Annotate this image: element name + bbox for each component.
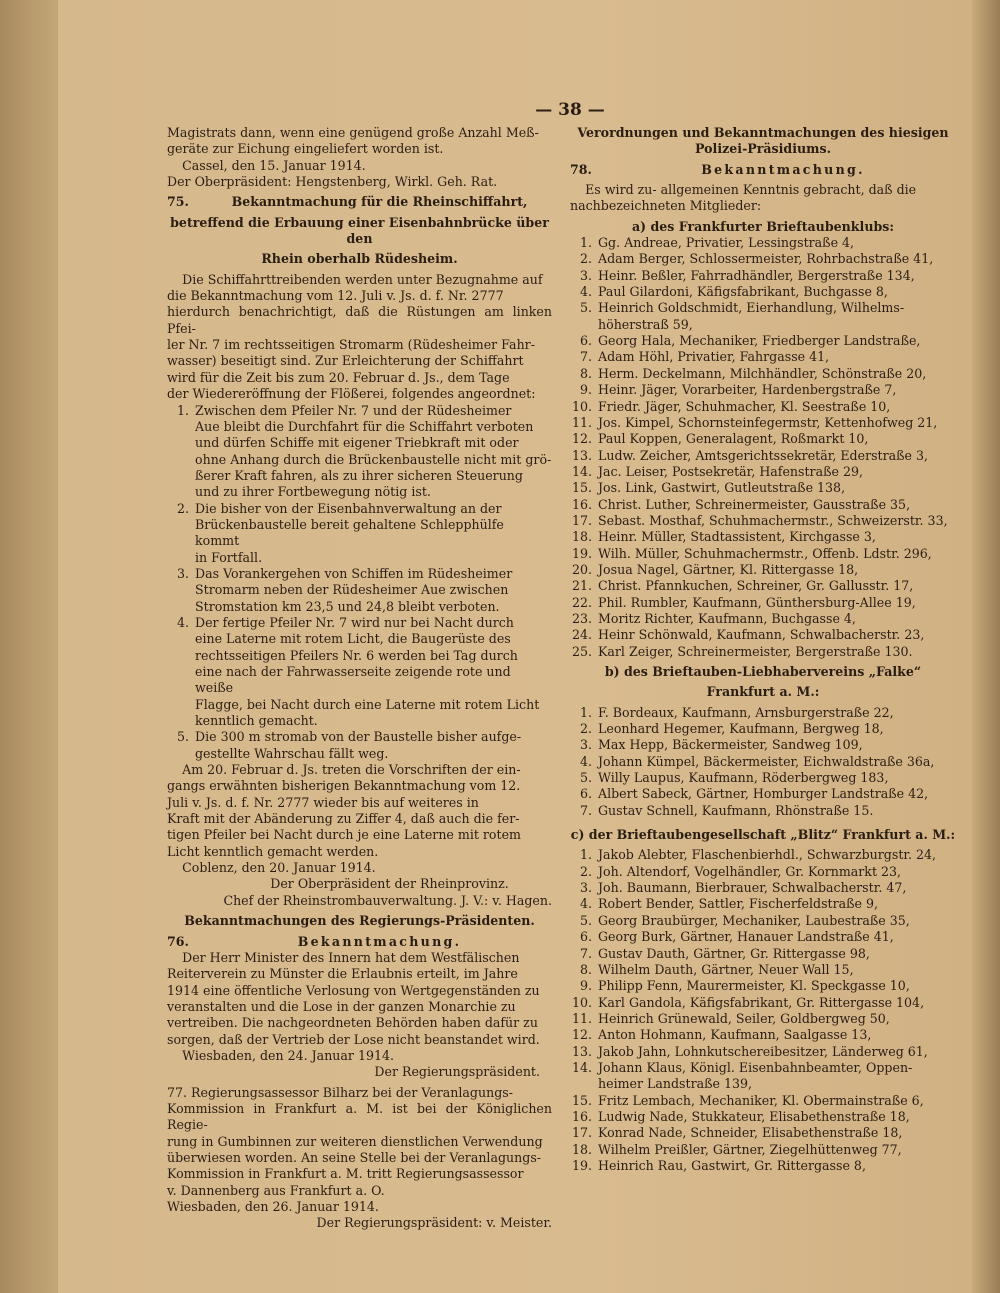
text-line: Der Herr Minister des Innern hat dem Westfälischen	[182, 949, 520, 965]
member-entry: Joh. Baumann, Bierbrauer, Schwalbacherstr. 47,	[598, 880, 907, 896]
list-item	[570, 1011, 956, 1027]
section-76-body	[167, 950, 552, 1048]
list-item	[570, 300, 956, 316]
member-entry: Herm. Deckelmann, Milchhändler, Schönstraße 20,	[598, 365, 927, 381]
page-left-edge	[0, 0, 58, 1293]
numbered-item	[167, 729, 552, 762]
text-line: die Bekanntmachung vom 12. Juli v. Js. d. f. Nr. 2777	[167, 288, 504, 304]
item-number: 5.	[579, 912, 592, 928]
text-line: Der fertige Pfeiler Nr. 7 wird nur bei Nacht durch	[195, 614, 514, 630]
text-line: in Fortfall.	[195, 549, 263, 565]
text-line: tigen Pfeiler bei Nacht durch je eine Laterne mit rotem	[167, 827, 521, 843]
member-entry: Philipp Fenn, Maurermeister, Kl. Speckgasse 10,	[598, 978, 910, 994]
item-number: 5.	[176, 729, 189, 745]
item-number: 9.	[579, 382, 592, 398]
list-item	[570, 1109, 956, 1125]
list-item	[570, 1142, 956, 1158]
section-title: Bekanntmachung für die Rheinschiffahrt,	[231, 194, 528, 210]
item-number: 2.	[579, 721, 592, 737]
signature: Chef der Rheinstrombauverwaltung. J. V.: v. Hagen.	[223, 892, 552, 908]
signature: Der Oberpräsident: Hengstenberg, Wirkl. Geh. Rat.	[167, 174, 498, 190]
section-76-heading	[167, 934, 552, 950]
member-entry: Willy Laupus, Kaufmann, Röderbergweg 183,	[598, 770, 889, 786]
section-75-heading	[167, 194, 552, 210]
member-entry-continuation: höherstraß 59,	[598, 316, 693, 332]
item-number: 2.	[579, 251, 592, 267]
member-entry: Ludwig Nade, Stukkateur, Elisabethenstraße 18,	[598, 1108, 910, 1124]
text-line: veranstalten und die Lose in der ganzen Monarchie zu	[167, 998, 516, 1014]
member-entry: Konrad Nade, Schneider, Elisabethenstraße 18,	[598, 1125, 903, 1141]
item-number: 8.	[579, 961, 592, 977]
page-right-edge	[972, 0, 1000, 1293]
text-line: Aue bleibt die Durchfahrt für die Schiffahrt verboten	[195, 418, 534, 434]
text-line: Magistrats dann, wenn eine genügend große Anzahl Meß-	[167, 125, 539, 140]
member-entry: Wilhelm Preißler, Gärtner, Ziegelhüttenweg 77,	[598, 1141, 902, 1157]
place-date: Coblenz, den 20. Januar 1914.	[182, 860, 376, 876]
member-entry: Christ. Luther, Schreinermeister, Gausstraße 35,	[598, 496, 911, 512]
list-item	[570, 513, 956, 529]
member-entry: Max Hepp, Bäckermeister, Sandweg 109,	[598, 737, 863, 753]
list-item	[570, 1125, 956, 1141]
text-line: Stromarm neben der Rüdesheimer Aue zwischen	[195, 582, 509, 598]
item-number: 11.	[571, 414, 592, 430]
item-number: 23.	[571, 610, 592, 626]
text-line: überwiesen worden. An seine Stelle bei der Veranlagungs-	[167, 1149, 542, 1165]
text-line: ler Nr. 7 im rechtsseitigen Stromarm (Rüdesheimer Fahr-	[167, 337, 535, 353]
section-title: Bekanntmachung.	[701, 161, 865, 177]
item-number: 9.	[579, 978, 592, 994]
member-entry: Heinr Schönwald, Kaufmann, Schwalbacherstr. 23,	[598, 627, 925, 643]
member-entry: Heinr. Jäger, Vorarbeiter, Hardenbergstraße 7,	[598, 382, 897, 398]
item-number: 13.	[571, 447, 592, 463]
list-item	[570, 770, 956, 786]
item-number: 4.	[176, 614, 189, 630]
numbered-item	[167, 403, 552, 501]
member-entry-continuation: heimer Landstraße 139,	[598, 1076, 753, 1092]
item-number: 7.	[579, 802, 592, 818]
list-item	[570, 595, 956, 611]
signature: Der Oberpräsident der Rheinprovinz.	[270, 876, 509, 892]
member-entry: Leonhard Hegemer, Kaufmann, Bergweg 18,	[598, 721, 884, 737]
member-entry: Paul Gilardoni, Käfigsfabrikant, Buchgasse 8,	[598, 284, 888, 300]
item-number: 10.	[571, 398, 592, 414]
text-line: und dürfen Schiffe mit eigener Triebkraft mit oder	[195, 435, 519, 451]
item-number: 10.	[571, 994, 592, 1010]
list-item	[570, 578, 956, 594]
list-item	[570, 737, 956, 753]
list-item	[570, 754, 956, 770]
item-number: 17.	[571, 1125, 592, 1141]
text-line: geräte zur Eichung eingeliefert worden ist.	[167, 141, 444, 157]
member-entry: Albert Sabeck, Gärtner, Homburger Landstraße 42,	[598, 786, 929, 802]
list-item-continuation	[570, 317, 956, 333]
list-item	[570, 1044, 956, 1060]
member-entry: Josua Nagel, Gärtner, Kl. Rittergasse 18,	[598, 561, 859, 577]
text-line: Reiterverein zu Münster die Erlaubnis erteilt, im Jahre	[167, 966, 518, 982]
member-entry: Wilh. Müller, Schuhmachermstr., Offenb. Ldstr. 296,	[598, 545, 932, 561]
section-77-body	[167, 1085, 552, 1199]
item-number: 21.	[571, 578, 592, 594]
section-number: 75.	[167, 194, 189, 210]
place-date: Wiesbaden, den 26. Januar 1914.	[167, 1199, 379, 1214]
item-number: 4.	[579, 284, 592, 300]
item-number: 7.	[579, 945, 592, 961]
list-item	[570, 803, 956, 819]
list-item	[570, 880, 956, 896]
text-line: Die 300 m stromab von der Baustelle bisher aufge-	[195, 729, 522, 745]
member-entry: Adam Höhl, Privatier, Fahrgasse 41,	[598, 349, 830, 365]
list-item-continuation	[570, 1076, 956, 1092]
item-number: 20.	[571, 561, 592, 577]
text-line: eine Laterne mit rotem Licht, die Baugerüste des	[195, 631, 511, 647]
section-number: 78.	[570, 161, 592, 177]
item-number: 17.	[571, 512, 592, 528]
list-item	[570, 644, 956, 660]
item-number: 16.	[571, 1108, 592, 1124]
member-entry: Christ. Pfannkuchen, Schreiner, Gr. Gallusstr. 17,	[598, 578, 914, 594]
list-item	[570, 399, 956, 415]
item-number: 11.	[571, 1010, 592, 1026]
list-item	[570, 929, 956, 945]
list-item	[570, 995, 956, 1011]
item-number: 15.	[571, 1092, 592, 1108]
list-item	[570, 611, 956, 627]
item-number: 3.	[579, 880, 592, 896]
numbered-item	[167, 615, 552, 729]
member-entry: Heinr. Beßler, Fahrradhändler, Bergerstraße 134,	[598, 267, 915, 283]
text-line: 77. Regierungsassessor Bilharz bei der Veranlagungs-	[167, 1084, 513, 1100]
text-line: hierdurch benachrichtigt, daß die Rüstungen am linken Pfei-	[167, 304, 552, 336]
place-date: Wiesbaden, den 24. Januar 1914.	[182, 1047, 395, 1063]
section-title: Rhein oberhalb Rüdesheim.	[261, 251, 458, 267]
list-item	[570, 1027, 956, 1043]
item-number: 12.	[571, 431, 592, 447]
item-number: 1.	[579, 704, 592, 720]
text-line: Die bisher von der Eisenbahnverwaltung an der	[195, 500, 502, 516]
text-line: kenntlich gemacht.	[195, 713, 318, 729]
list-item	[570, 382, 956, 398]
item-number: 3.	[579, 267, 592, 283]
list-item	[570, 268, 956, 284]
text-line: wasser) beseitigt sind. Zur Erleichterung der Schiffahrt	[167, 353, 524, 369]
list-item	[570, 847, 956, 863]
text-line: Zwischen dem Pfeiler Nr. 7 und der Rüdesheimer	[195, 402, 512, 418]
member-list-a	[570, 235, 956, 660]
text-line: und zu ihrer Fortbewegung nötig ist.	[195, 484, 431, 500]
item-number: 15.	[571, 480, 592, 496]
text-line: eine nach der Fahrwasserseite zeigende rote und weiße	[195, 664, 511, 696]
member-list-c	[570, 847, 956, 1174]
member-entry: Wilhelm Dauth, Gärtner, Neuer Wall 15,	[598, 961, 854, 977]
member-entry: Heinrich Goldschmidt, Eierhandlung, Wilhelms-	[598, 300, 905, 316]
item-number: 6.	[579, 786, 592, 802]
list-heading-b: Frankfurt a. M.:	[706, 684, 820, 700]
list-item	[570, 284, 956, 300]
member-entry: Gg. Andreae, Privatier, Lessingstraße 4,	[598, 235, 855, 251]
list-item	[570, 1060, 956, 1076]
list-item	[570, 529, 956, 545]
item-number: 2.	[579, 863, 592, 879]
member-entry: F. Bordeaux, Kaufmann, Arnsburgerstraße 22,	[598, 704, 894, 720]
member-entry: Robert Bender, Sattler, Fischerfeldstraße 9,	[598, 896, 879, 912]
list-item	[570, 415, 956, 431]
text-line: Kommission in Frankfurt a. M. ist bei der Königlichen Regie-	[167, 1100, 552, 1133]
text-line: ßerer Kraft fahren, als zu ihrer sicheren Steuerung	[195, 467, 523, 483]
page-number: — 38 —	[535, 100, 605, 120]
list-item	[570, 1158, 956, 1174]
item-number: 1.	[579, 235, 592, 251]
member-entry: Georg Braubürger, Mechaniker, Laubestraße 35,	[598, 912, 910, 928]
member-entry: Jos. Link, Gastwirt, Gutleutstraße 138,	[598, 480, 846, 496]
text-line: Flagge, bei Nacht durch eine Laterne mit rotem Licht	[195, 696, 540, 712]
member-entry: Fritz Lembach, Mechaniker, Kl. Obermainstraße 6,	[598, 1092, 924, 1108]
item-number: 22.	[571, 594, 592, 610]
member-entry: Phil. Rumbler, Kaufmann, Günthersburg-Allee 19,	[598, 594, 916, 610]
text-line: Es wird zu- allgemeinen Kenntnis gebracht, daß die	[585, 182, 917, 198]
item-number: 5.	[579, 770, 592, 786]
member-entry: Johann Kümpel, Bäckermeister, Eichwaldstraße 36a,	[598, 753, 935, 769]
member-entry: Jac. Leiser, Postsekretär, Hafenstraße 29,	[598, 463, 863, 479]
member-entry: Ludw. Zeicher, Amtsgerichtssekretär, Ederstraße 3,	[598, 447, 929, 463]
text-line: rung in Gumbinnen zur weiteren dienstlichen Verwendung	[167, 1133, 543, 1149]
item-number: 13.	[571, 1043, 592, 1059]
text-line: ohne Anhang durch die Brückenbaustelle nicht mit grö-	[195, 451, 552, 467]
text-line: Die Schiffahrttreibenden werden unter Bezugnahme auf	[182, 271, 543, 287]
item-number: 6.	[579, 929, 592, 945]
list-item	[570, 786, 956, 802]
list-item	[570, 480, 956, 496]
member-list-b	[570, 705, 956, 819]
list-item	[570, 864, 956, 880]
text-line: Am 20. Februar d. Js. treten die Vorschriften der ein-	[182, 762, 521, 778]
member-entry: Heinr. Müller, Stadtassistent, Kirchgasse 3,	[598, 529, 876, 545]
numbered-item	[167, 501, 552, 566]
list-item	[570, 497, 956, 513]
item-number: 3.	[579, 737, 592, 753]
list-item	[570, 546, 956, 562]
item-number: 7.	[579, 349, 592, 365]
list-item	[570, 627, 956, 643]
list-item	[570, 464, 956, 480]
list-item	[570, 946, 956, 962]
list-item	[570, 333, 956, 349]
signature: Der Regierungspräsident: v. Meister.	[316, 1215, 552, 1231]
list-heading-b: b) des Brieftauben-Liebhabervereins „Falke“	[604, 664, 922, 679]
item-number: 5.	[579, 300, 592, 316]
section-heading: Verordnungen und Bekanntmachungen des hiesigen	[577, 125, 949, 140]
item-number: 18.	[571, 1141, 592, 1157]
item-number: 24.	[571, 627, 592, 643]
text-line: Kraft mit der Abänderung zu Ziffer 4, daß auch die fer-	[167, 811, 520, 827]
member-entry: Jakob Jahn, Lohnkutschereibesitzer, Länderweg 61,	[598, 1043, 928, 1059]
text-line: Stromstation km 23,5 und 24,8 bleibt verboten.	[195, 598, 500, 614]
list-item	[570, 962, 956, 978]
member-entry: Gustav Schnell, Kaufmann, Rhönstraße 15.	[598, 802, 874, 818]
text-line: rechtsseitigen Pfeilers Nr. 6 werden bei Tag durch	[195, 647, 518, 663]
item-number: 18.	[571, 529, 592, 545]
member-entry: Karl Gandola, Käfigsfabrikant, Gr. Rittergasse 104,	[598, 994, 925, 1010]
signature: Der Regierungspräsident.	[374, 1064, 540, 1080]
section-75-after	[167, 762, 552, 860]
list-item	[570, 349, 956, 365]
list-heading-a: a) des Frankfurter Brieftaubenklubs:	[631, 218, 895, 234]
text-line: gangs erwähnten bisherigen Bekanntmachung vom 12.	[167, 778, 521, 794]
list-item	[570, 1093, 956, 1109]
list-item	[570, 978, 956, 994]
text-line: v. Dannenberg aus Frankfurt a. O.	[167, 1182, 385, 1198]
item-number: 12.	[571, 1027, 592, 1043]
section-title: Bekanntmachung.	[297, 933, 462, 949]
member-entry: Joh. Altendorf, Vogelhändler, Gr. Kornmarkt 23,	[598, 863, 902, 879]
member-entry: Adam Berger, Schlossermeister, Rohrbachstraße 41,	[598, 251, 934, 267]
text-line: Licht kenntlich gemacht werden.	[167, 843, 379, 859]
right-column	[570, 125, 956, 1174]
list-item	[570, 896, 956, 912]
item-number: 4.	[579, 753, 592, 769]
text-line: Juli v. Js. d. f. Nr. 2777 wieder bis auf weiteres in	[167, 794, 479, 810]
section-title: betreffend die Erbauung einer Eisenbahnbrücke über den	[170, 214, 549, 247]
left-column	[167, 125, 552, 1232]
section-78-heading	[570, 162, 956, 178]
numbered-item	[167, 566, 552, 615]
list-item	[570, 251, 956, 267]
member-entry: Gustav Dauth, Gärtner, Gr. Rittergasse 98,	[598, 945, 870, 961]
member-entry: Paul Koppen, Generalagent, Roßmarkt 10,	[598, 431, 869, 447]
member-entry: Anton Hohmann, Kaufmann, Saalgasse 13,	[598, 1027, 872, 1043]
text-line: Brückenbaustelle bereit gehaltene Schlepphülfe kommt	[195, 516, 504, 549]
item-number: 19.	[571, 545, 592, 561]
item-number: 16.	[571, 496, 592, 512]
text-line: sorgen, daß der Vertrieb der Lose nicht beanstandet wird.	[167, 1031, 540, 1047]
text-line: 1914 eine öffentliche Verlosung von Wertgegenständen zu	[167, 982, 540, 998]
text-line: wird für die Zeit bis zum 20. Februar d. Js., dem Tage	[167, 369, 510, 385]
member-entry: Johann Klaus, Königl. Eisenbahnbeamter, Oppen-	[598, 1059, 913, 1075]
text-line: Das Vorankergehen von Schiffen im Rüdesheimer	[195, 565, 513, 581]
item-number: 6.	[579, 333, 592, 349]
member-entry: Georg Hala, Mechaniker, Friedberger Landstraße,	[598, 333, 921, 349]
item-number: 3.	[176, 565, 189, 581]
member-entry: Sebast. Mosthaf, Schuhmachermstr., Schweizerstr. 33,	[598, 512, 948, 528]
member-entry: Jos. Kimpel, Schornsteinfegermstr, Kettenhofweg 21,	[598, 414, 938, 430]
text-line: der Wiedereröffnung der Flößerei, folgendes angeordnet:	[167, 386, 536, 402]
text-line: gestellte Wahrschau fällt weg.	[195, 745, 389, 761]
member-entry: Karl Zeiger, Schreinermeister, Bergerstraße 130.	[598, 643, 913, 659]
member-entry: Heinrich Grünewald, Seiler, Goldbergweg 50,	[598, 1010, 890, 1026]
member-entry: Friedr. Jäger, Schuhmacher, Kl. Seestraße 10,	[598, 398, 891, 414]
text-line: Kommission in Frankfurt a. M. tritt Regierungsassessor	[167, 1166, 524, 1182]
list-heading-c: c) der Brieftaubengesellschaft „Blitz“ Frankfurt a. M.:	[570, 827, 956, 843]
item-number: 8.	[579, 365, 592, 381]
section-heading: Polizei-Präsidiums.	[695, 141, 831, 157]
item-number: 25.	[571, 643, 592, 659]
list-item	[570, 721, 956, 737]
list-item	[570, 431, 956, 447]
list-item	[570, 913, 956, 929]
list-item	[570, 366, 956, 382]
text-line: nachbezeichneten Mitglieder:	[570, 198, 762, 214]
item-number: 19.	[571, 1157, 592, 1173]
member-entry: Georg Burk, Gärtner, Hanauer Landstraße 41,	[598, 929, 894, 945]
section-heading: Bekanntmachungen des Regierungs-Präsidenten.	[184, 913, 535, 929]
place-date: Cassel, den 15. Januar 1914.	[182, 157, 366, 173]
item-number: 14.	[571, 463, 592, 479]
list-item	[570, 562, 956, 578]
member-entry: Jakob Alebter, Flaschenbierhdl., Schwarzburgstr. 24,	[598, 847, 937, 863]
section-75-body	[167, 272, 552, 403]
text-line: vertreiben. Die nachgeordneten Behörden haben dafür zu	[167, 1015, 538, 1031]
member-entry: Heinrich Rau, Gastwirt, Gr. Rittergasse 8,	[598, 1157, 866, 1173]
item-number: 1.	[176, 402, 189, 418]
item-number: 2.	[176, 500, 189, 516]
list-item	[570, 448, 956, 464]
section-number: 76.	[167, 933, 189, 949]
item-number: 4.	[579, 896, 592, 912]
item-number: 1.	[579, 847, 592, 863]
item-number: 14.	[571, 1059, 592, 1075]
member-entry: Moritz Richter, Kaufmann, Buchgasse 4,	[598, 610, 856, 626]
list-item	[570, 235, 956, 251]
list-item	[570, 705, 956, 721]
